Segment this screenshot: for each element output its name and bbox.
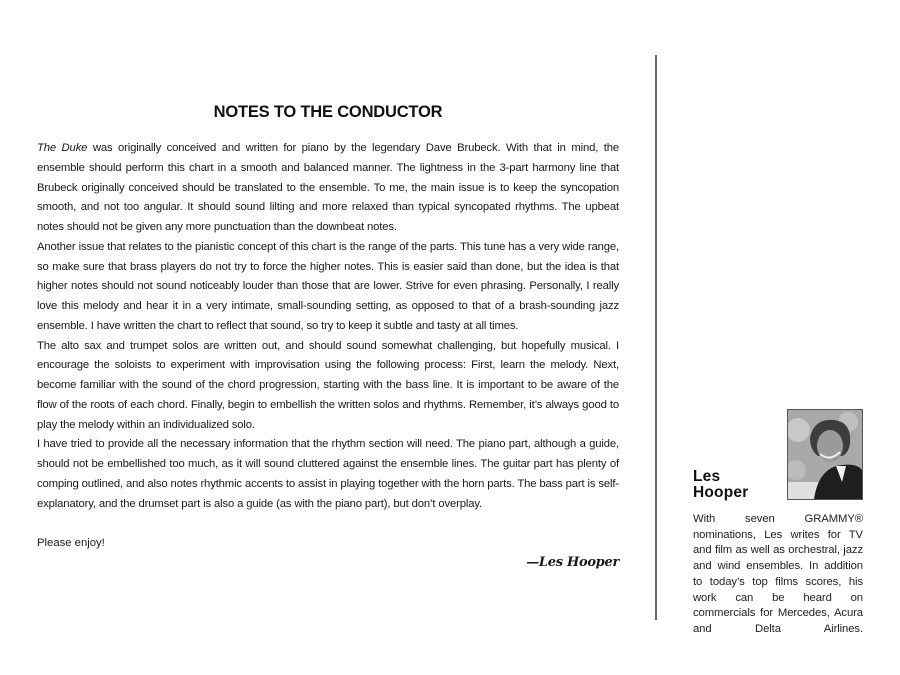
column-divider bbox=[655, 55, 657, 620]
page-title: NOTES TO THE CONDUCTOR bbox=[213, 103, 443, 121]
notes-paragraph-1 bbox=[37, 139, 619, 238]
conductor-notes bbox=[37, 103, 619, 570]
portrait-image bbox=[788, 410, 862, 499]
piece-title: The Duke bbox=[37, 142, 88, 154]
author-name bbox=[693, 469, 748, 500]
notes-paragraph-4: I have tried to provide all the necessary information that the rhythm section will need. The piano part, although a guide, should not be embellished too much, as it will sound cluttered against the ensemble lines. The guitar part has plenty of comping outlined, and also notes rhythmic accents to assist in playing together with the horn parts. The bass part is self-explanatory, and the drumset part is also a guide (as with the piano part), but don’t overplay. bbox=[37, 438, 619, 510]
author-photo bbox=[787, 409, 863, 500]
signature: —Les Hooper bbox=[526, 555, 619, 570]
closing-line: Please enjoy! bbox=[37, 537, 105, 549]
paragraph-text: was originally conceived and written for piano by the legendary Dave Brubeck. With that in mind, the ensemble should perform this chart in a smooth and balanced manner. The lightness in the 3-part harmony line that Brubeck originally conceived should be translated to the ensemble. To me, the main issue is to keep the syncopation smooth, and not too angular. It should sound lilting and more relaxed than typical syncopated rhythms. The upbeat notes should not be given any more punctuation than the downbeat notes. bbox=[37, 142, 619, 233]
author-first-name: Les bbox=[693, 468, 721, 485]
author-bio: With seven GRAMMY® nominations, Les writes for TV and film as well as orchestral, jazz and wind ensembles. In addition to today’s top films scores, his work can be heard on commercials for Mercedes, Acura and Delta Airlines. bbox=[693, 513, 863, 635]
notes-paragraph-3: The alto sax and trumpet solos are written out, and should sound somewhat challenging, but hopefully musical. I encourage the soloists to experiment with improvisation using the following process: First, learn the melody. Next, become familiar with the sound of the chord progression, starting with the bass line. It is important to be aware of the flow of the roots of each chord. Finally, begin to embellish the written solos and rhythms. Remember, it’s always good to play the melody within an individualized solo. bbox=[37, 339, 619, 431]
author-last-name: Hooper bbox=[693, 483, 749, 501]
notes-paragraph-2: Another issue that relates to the pianistic concept of this chart is the range of the parts. This tune has a very wide range, so make sure that brass players do not try to force the higher notes. This is easier said than done, but the idea is that higher notes should not sound noticeably louder than those that are lower. Strive for even phrasing. Personally, I really love this melody and hear it in a very intimate, small-sounding setting, as opposed to that of a brash-sounding jazz ensemble. I have written the chart to reflect that sound, so try to keep it subtle and tasty at all times. bbox=[37, 240, 619, 332]
